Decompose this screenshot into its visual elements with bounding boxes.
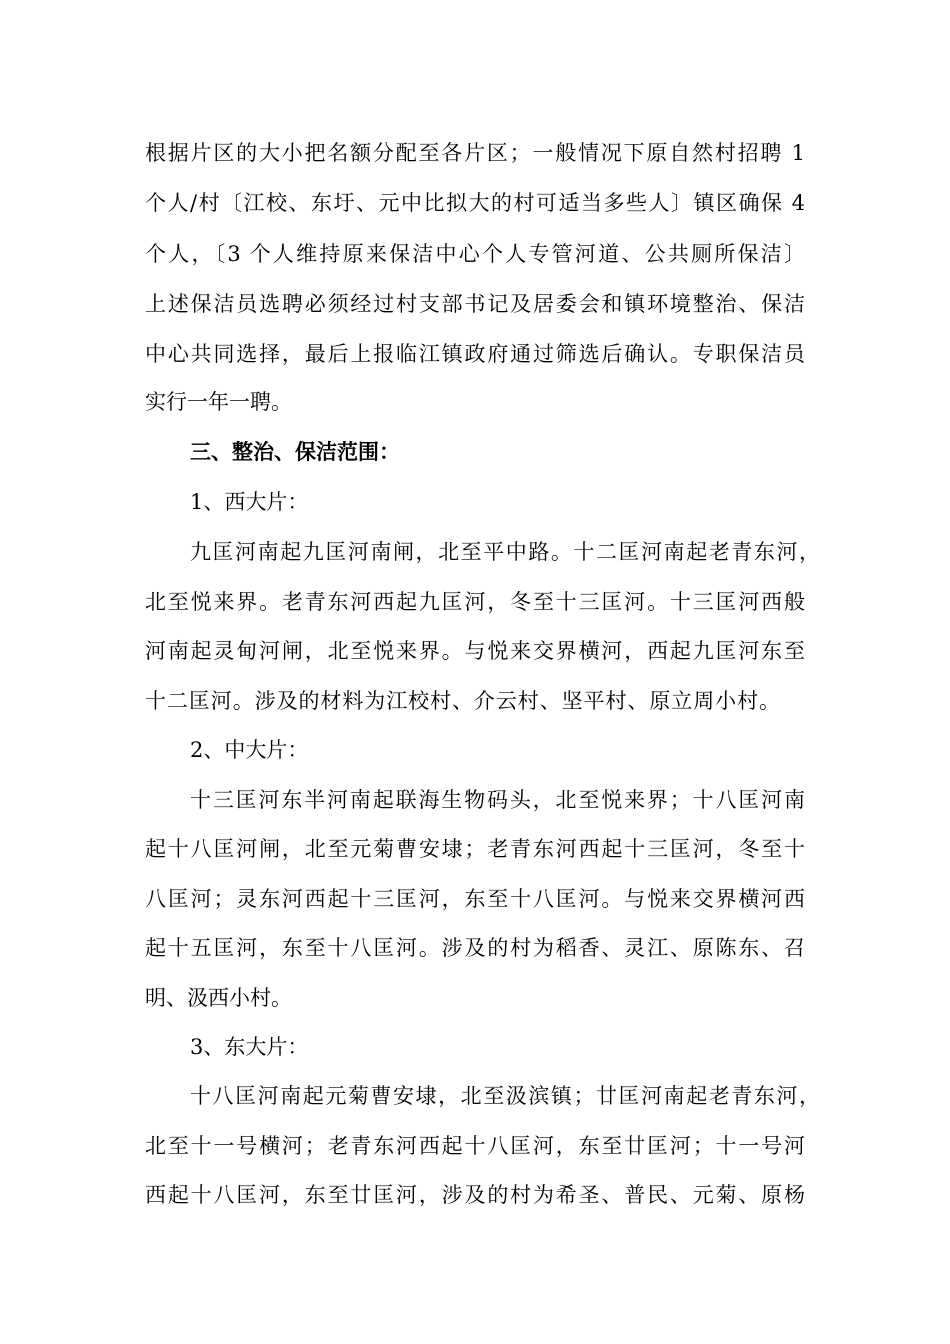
paragraph-line: 根据片区的大小把名额分配至各片区；一般情况下原自然村招聘 1 — [145, 141, 805, 165]
paragraph-line: 八匡河；灵东河西起十三匡河，东至十八匡河。与悦来交界横河西 — [145, 887, 805, 911]
paragraph-line: 个人，〔3 个人维持原来保洁中心个人专管河道、公共厕所保洁〕 — [145, 242, 805, 266]
subsection-heading: 1、西大片： — [190, 490, 309, 514]
paragraph-line: 起十八匡河闸，北至元菊曹安埭；老青东河西起十三匡河，冬至十 — [145, 837, 805, 861]
paragraph-line: 实行一年一聘。 — [145, 390, 292, 414]
subsection-heading: 2、中大片： — [190, 738, 309, 762]
paragraph-line: 十八匡河南起元菊曹安埭，北至汲滨镇；廿匡河南起老青东河， — [190, 1084, 820, 1108]
paragraph-line: 西起十八匡河，东至廿匡河，涉及的村为希圣、普民、元菊、原杨 — [145, 1183, 805, 1207]
paragraph-line: 九匡河南起九匡河南闸，北至平中路。十二匡河南起老青东河， — [190, 540, 820, 564]
paragraph-line: 个人/村〔江校、东圩、元中比拟大的村可适当多些人〕镇区确保 4 — [145, 191, 805, 215]
paragraph-line: 北至悦来界。老青东河西起九匡河，冬至十三匡河。十三匡河西般 — [145, 590, 805, 614]
paragraph-line: 起十五匡河，东至十八匡河。涉及的村为稻香、灵江、原陈东、召 — [145, 936, 805, 960]
paragraph-line: 十三匡河东半河南起联海生物码头，北至悦来界；十八匡河南 — [190, 788, 805, 812]
paragraph-line: 上述保洁员选聘必须经过村支部书记及居委会和镇环境整治、保洁 — [145, 292, 805, 316]
paragraph-line: 北至十一号横河；老青东河西起十八匡河，东至廿匡河；十一号河 — [145, 1134, 805, 1158]
paragraph-line: 中心共同选择，最后上报临江镇政府通过筛选后确认。专职保洁员 — [145, 342, 805, 366]
paragraph-line: 河南起灵甸河闸，北至悦来界。与悦来交界横河，西起九匡河东至 — [145, 639, 805, 663]
subsection-heading: 3、东大片： — [190, 1035, 309, 1059]
paragraph-line: 十二匡河。涉及的材料为江校村、介云村、坚平村、原立周小村。 — [145, 689, 780, 713]
paragraph-line: 明、汲西小村。 — [145, 986, 292, 1010]
section-heading: 三、整治、保洁范围： — [190, 439, 400, 464]
